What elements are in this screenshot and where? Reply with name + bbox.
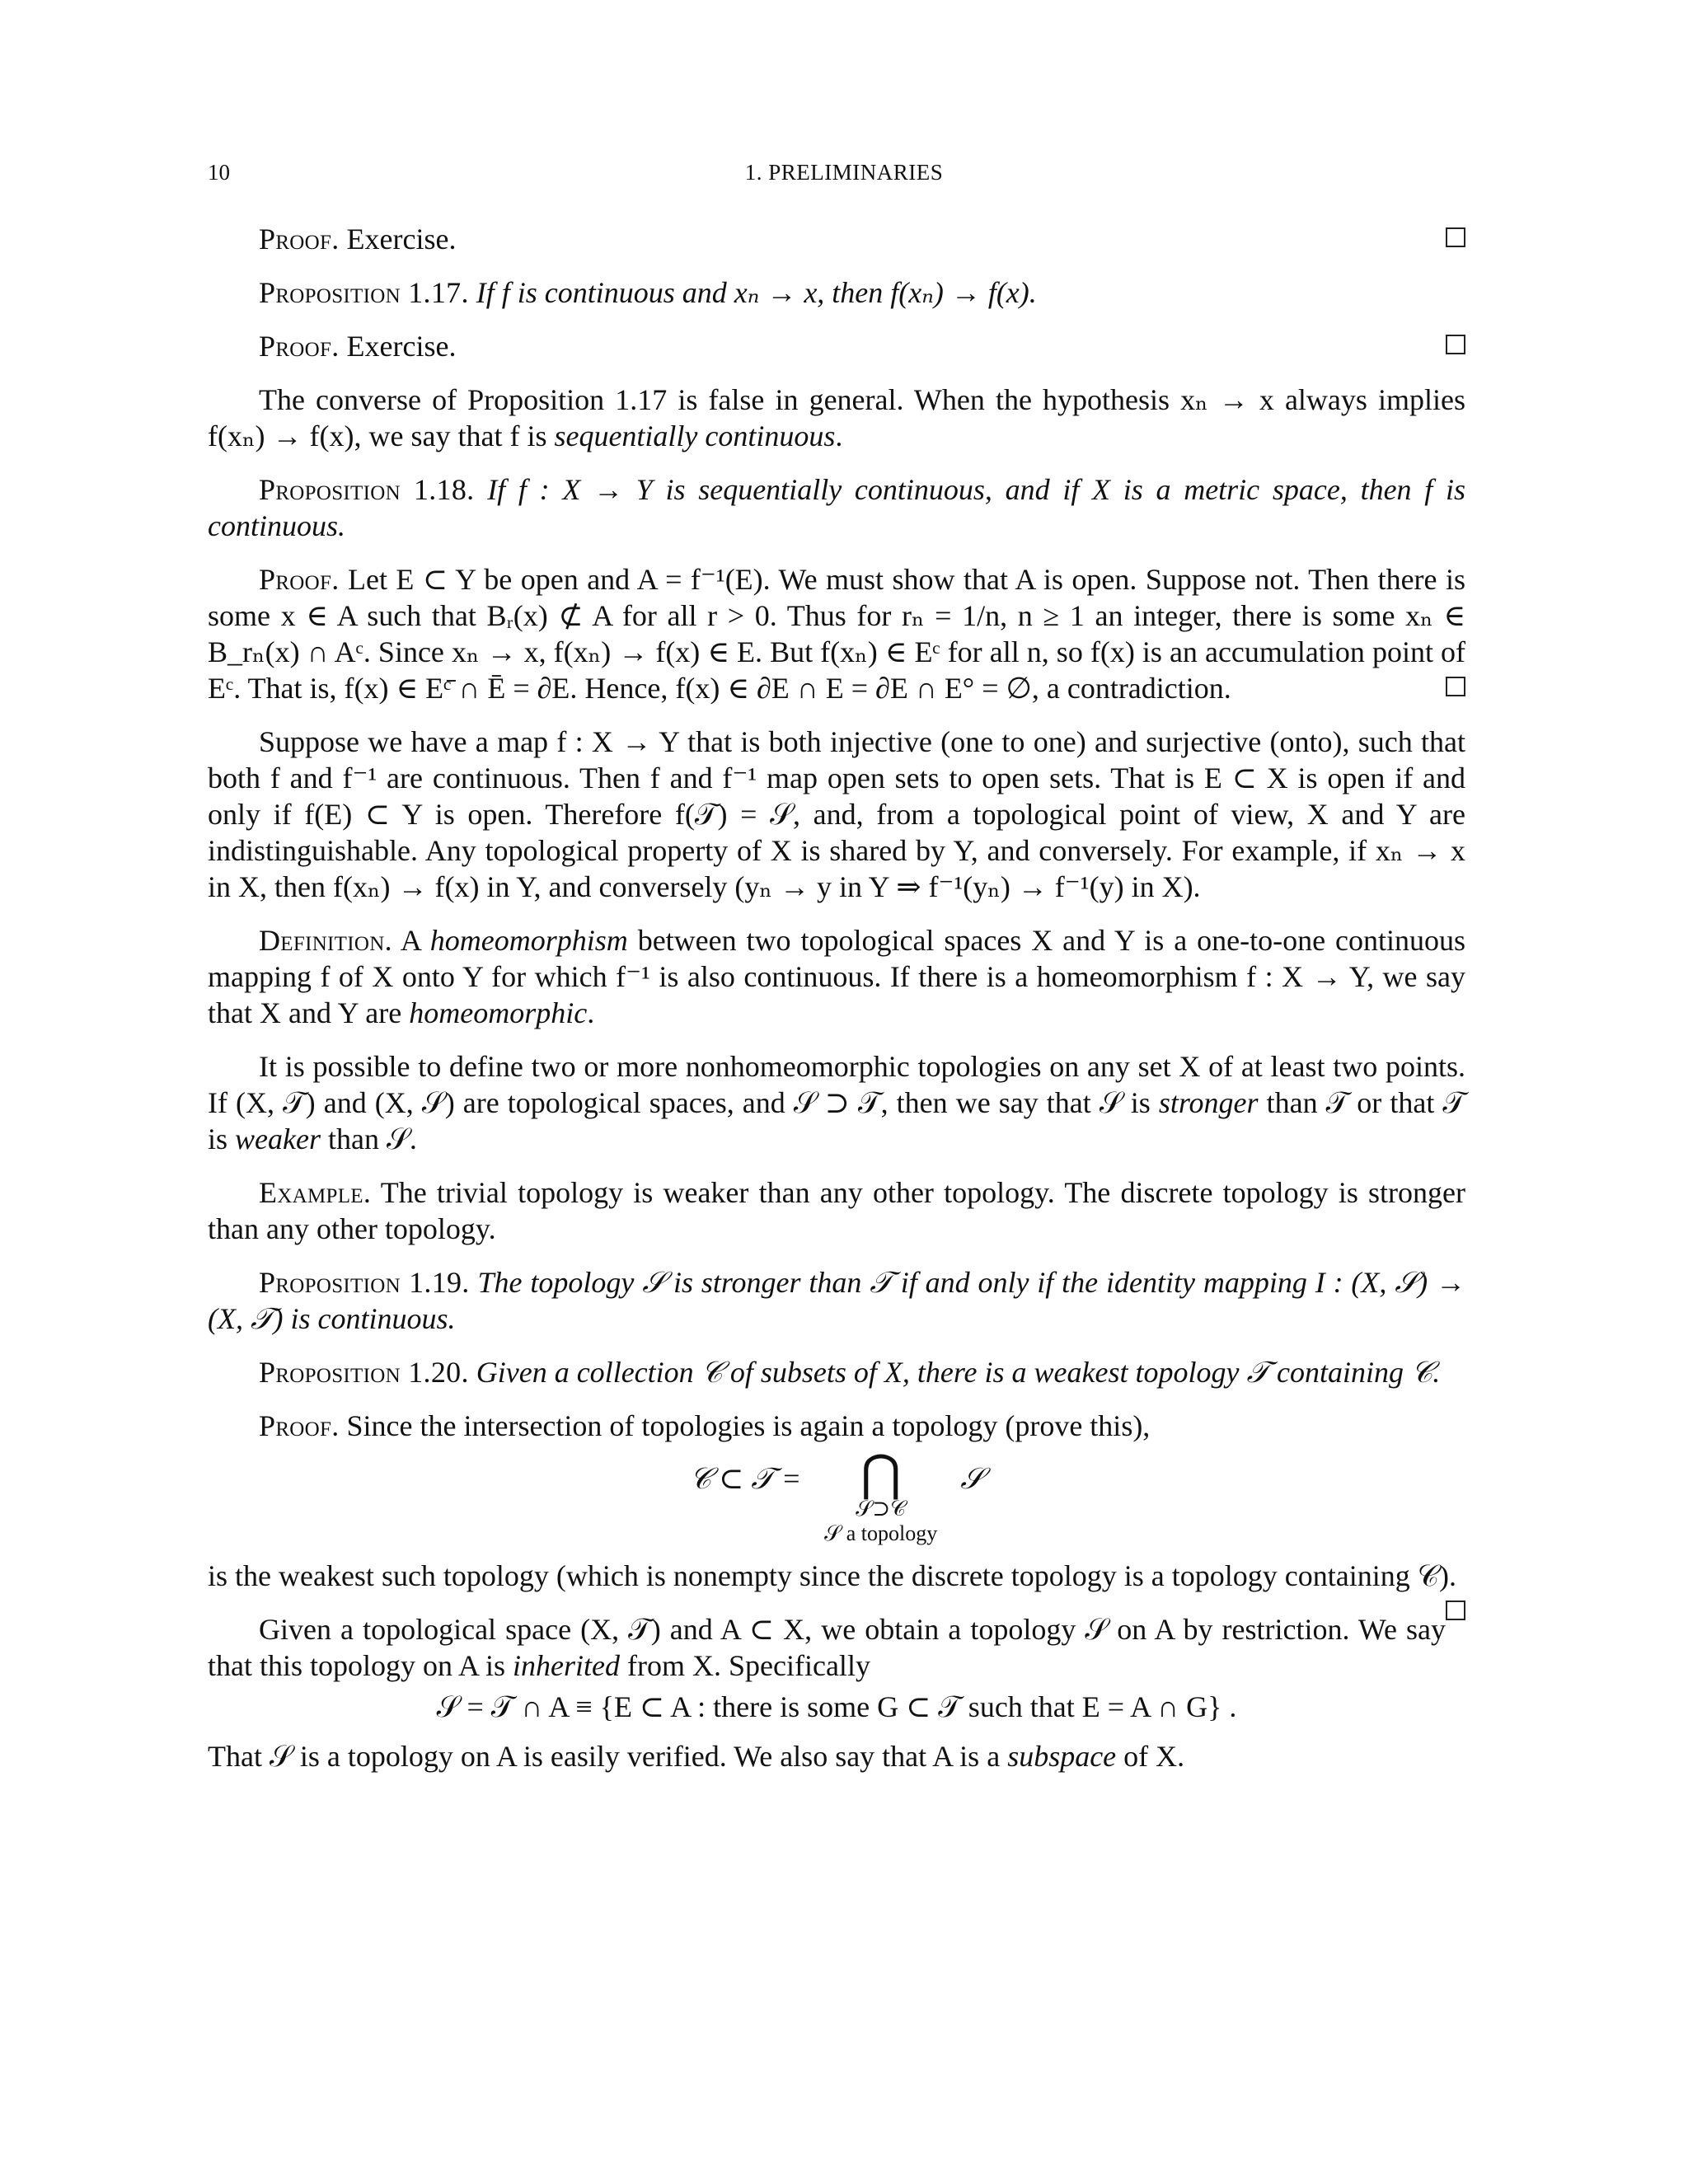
proof-1-20: Proof. Since the intersection of topologies is again a topology (prove this), bbox=[259, 1409, 1151, 1442]
paragraph-weakest: is the weakest such topology (which is nonempty since the discrete topology is a topology containing 𝒞). bbox=[208, 1558, 1465, 1594]
paragraph-inherited: Given a topological space (X, 𝒯) and A ⊂ X, we obtain a topology 𝒮 on A by restriction. We say that this topology on A is inherited from X. Specifically bbox=[208, 1613, 1446, 1682]
proof-2: Proof. Exercise. bbox=[208, 328, 1465, 364]
qed-box bbox=[1446, 335, 1465, 354]
proposition-1-20: Proposition 1.20. Given a collection 𝒞 of subsets of X, there is a weakest topology 𝒯 containing 𝒞. bbox=[259, 1356, 1441, 1389]
qed-box bbox=[1446, 677, 1465, 696]
display-equation-subspace: 𝒮 = 𝒯 ∩ A ≡ {E ⊂ A : there is some G ⊂ 𝒯 such that E = A ∩ G} . bbox=[436, 1690, 1237, 1723]
paragraph-stronger-weaker: It is possible to define two or more nonhomeomorphic topologies on any set X of at least two points. If (X, 𝒯) and (X, 𝒮) are topological spaces, and 𝒮 ⊃ 𝒯, then we say that 𝒮 is stronger than 𝒯 or that 𝒯 is weaker than 𝒮. bbox=[208, 1050, 1465, 1155]
paragraph-homeomorphism-intro: Suppose we have a map f : X → Y that is both injective (one to one) and surjective (onto), such that both f and f⁻¹ are continuous. Then f and f⁻¹ map open sets to open sets. That is E ⊂ X is open if and only if f(E) ⊂ Y is open. Therefore f(𝒯) = 𝒮, and, from a topological point of view, X and Y are indistinguishable. Any topological property of X is shared by Y, and conversely. For example, if xₙ → x in X, then f(xₙ) → f(x) in Y, and conversely (yₙ → y in Y ⇒ f⁻¹(yₙ) → f⁻¹(y) in X). bbox=[208, 725, 1465, 903]
proof-label: Proof. bbox=[259, 223, 340, 255]
proposition-1-18: Proposition 1.18. If f : X → Y is sequentially continuous, and if X is a metric space, then f is continuous. bbox=[208, 473, 1465, 542]
qed-box bbox=[1446, 1601, 1465, 1620]
big-intersection: ⋂ 𝒮⊃𝒞 𝒮 a topology bbox=[824, 1446, 938, 1545]
paragraph-converse: The converse of Proposition 1.17 is false in general. When the hypothesis xₙ → x always implies f(xₙ) → f(x), we say that f is sequentially continuous. bbox=[208, 383, 1465, 452]
display-equation-intersection: 𝒞 ⊂ 𝒯 = ⋂ 𝒮⊃𝒞 𝒮 a topology 𝒮 bbox=[689, 1446, 984, 1545]
qed-box bbox=[1446, 227, 1465, 247]
example-topologies: Example. The trivial topology is weaker than any other topology. The discrete topology is stronger than any other topology. bbox=[208, 1176, 1465, 1245]
page-body bbox=[208, 221, 1465, 1792]
page-number: 10 bbox=[208, 160, 230, 185]
proof-1-18: Proof. Let E ⊂ Y be open and A = f⁻¹(E). We must show that A is open. Suppose not. Then there is some x ∈ A such that Bᵣ(x) ⊄ A for all r > 0. Thus for rₙ = 1/n, n ≥ 1 an integer, there is some xₙ ∈ B_rₙ(x) ∩ Aᶜ. Since xₙ → x, f(xₙ) → f(x) ∈ E. But f(xₙ) ∈ Eᶜ for all n, so f(x) is an accumulation point of Eᶜ. That is, f(x) ∈ Eᶜ̄ ∩ Ē = ∂E. Hence, f(x) ∈ ∂E ∩ E = ∂E ∩ E° = ∅, a contradiction. bbox=[208, 563, 1465, 705]
definition-homeomorphism: Definition. A homeomorphism between two topological spaces X and Y is a one-to-one continuous mapping f of X onto Y for which f⁻¹ is also continuous. If there is a homeomorphism f : X → Y, we say that X and Y are homeomorphic. bbox=[208, 924, 1465, 1029]
proof-1: Proof. Exercise. bbox=[208, 221, 1465, 257]
paragraph-subspace: That 𝒮 is a topology on A is easily verified. We also say that A is a subspace of X. bbox=[208, 1740, 1185, 1773]
proposition-1-19: Proposition 1.19. The topology 𝒮 is stronger than 𝒯 if and only if the identity mapping I : (X, 𝒮) → (X, 𝒯) is continuous. bbox=[208, 1266, 1466, 1335]
chapter-header: 1. PRELIMINARIES bbox=[744, 160, 944, 185]
proposition-1-17: Proposition 1.17. If f is continuous and xₙ → x, then f(xₙ) → f(x). bbox=[259, 276, 1037, 309]
